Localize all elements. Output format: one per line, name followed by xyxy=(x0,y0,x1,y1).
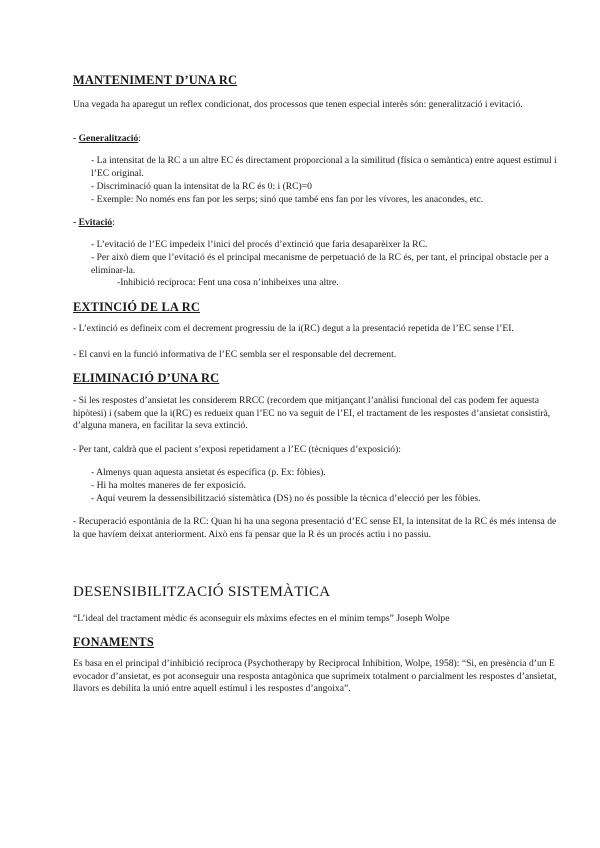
section-title-eliminacio: ELIMINACIÓ D’UNA RC xyxy=(73,371,220,385)
generalitzacio-item-1: - La intensitat de la RC a un altre EC és directament proporcional a la similitud (física o semàntica) entre aquest estímul i l’EC original. xyxy=(91,155,557,179)
generalitzacio-colon: : xyxy=(138,133,141,144)
evitacio-label: Evitació xyxy=(78,217,113,228)
eliminacio-paragraph-3: - Recuperació espontània de la RC: Quan hi ha una segona presentació d’EC sense EI, la intensitat de la RC és més intensa de la que havíem deixat anteriorment. Això ens fa pensar que la R és un procés actiu i no passiu. xyxy=(73,516,557,540)
section-title-extincio: EXTINCIÓ DE LA RC xyxy=(73,300,200,314)
generalitzacio-prefix: - xyxy=(73,133,79,144)
evitacio-sub-item: -Inhibició recíproca: Fent una cosa n’inhibeixes una altre. xyxy=(117,277,339,288)
evitacio-prefix: - xyxy=(73,217,79,228)
extincio-item-2: - El canvi en la funció informativa de l’EC sembla ser el responsable del decrement. xyxy=(73,349,397,360)
wolpe-quote: “L’ideal del tractament mèdic és aconseguir els màxims efectes en el mínim temps” Joseph Wolpe xyxy=(73,613,450,624)
generalitzacio-item-2: - Discriminació quan la intensitat de la RC és 0: i (RC)=0 xyxy=(91,181,312,192)
generalitzacio-item-3: - Exemple: No només ens fan por les serps; sinó que també ens fan por les vívores, les anacondes, etc. xyxy=(91,194,484,205)
eliminacio-item-3: - Aquí veurem la dessensibilització sistemàtica (DS) no és possible la tècnica d’elecció per les fòbies. xyxy=(91,493,481,504)
section-title-desensibilitzacio: DESENSIBILITZACIÓ SISTEMÀTICA xyxy=(73,584,331,600)
generalitzacio-heading xyxy=(73,133,557,146)
manteniment-intro: Una vegada ha aparegut un reflex condicionat, dos processos que tenen especial interès són: generalització i evitació. xyxy=(73,99,523,110)
evitacio-heading xyxy=(73,217,557,230)
section-title-manteniment: MANTENIMENT D’UNA RC xyxy=(73,73,238,87)
evitacio-item-2: - Per això diem que l’evitació és el principal mecanisme de perpetuació de la RC és, per tant, el principal obstacle per a eliminar-la. xyxy=(91,252,549,276)
evitacio-colon: : xyxy=(112,217,115,228)
eliminacio-paragraph-1: - Si les respostes d’ansietat les considerem RRCC (recordem que mitjançant l’anàlisi funcional del cas podem fer aquesta hipòtesi) i (sabem que la i(RC) es redueix quan l’EC no va seguit de l’EI, el tractament de les respostes d’ansietat consistirà, d’alguna manera, en facilitar la seva extinció. xyxy=(73,395,551,432)
generalitzacio-label: Generalització xyxy=(78,133,139,144)
section-title-fonaments: FONAMENTS xyxy=(73,635,154,649)
eliminacio-item-1: - Almenys quan aquesta ansietat és específica (p. Ex: fòbies). xyxy=(91,467,326,478)
fonaments-paragraph: Es basa en el principal d’inhibició recíproca (Psychotherapy by Reciprocal Inhibition, Wolpe, 1958): “Si, en presència d’un E evocador d’ansietat, es pot aconseguir una resposta antagònica que suprimeix totalment o parcialment les respostes d’ansietat, llavors es debilita la unió entre aquell estímul i les respostes d’angoixa”. xyxy=(73,658,557,695)
evitacio-item-1: - L’evitació de l’EC impedeix l’inici del procés d’extinció que faria desaparèixer la RC. xyxy=(91,239,428,250)
extincio-item-1: - L’extinció es defineix com el decrement progressiu de la i(RC) degut a la presentació repetida de l’EC sense l’EI. xyxy=(73,323,514,334)
eliminacio-paragraph-2: - Per tant, caldrà que el pacient s’exposi repetidament a l’EC (tècniques d’exposició): xyxy=(73,444,401,455)
eliminacio-item-2: - Hi ha moltes maneres de fer exposició. xyxy=(91,480,247,491)
